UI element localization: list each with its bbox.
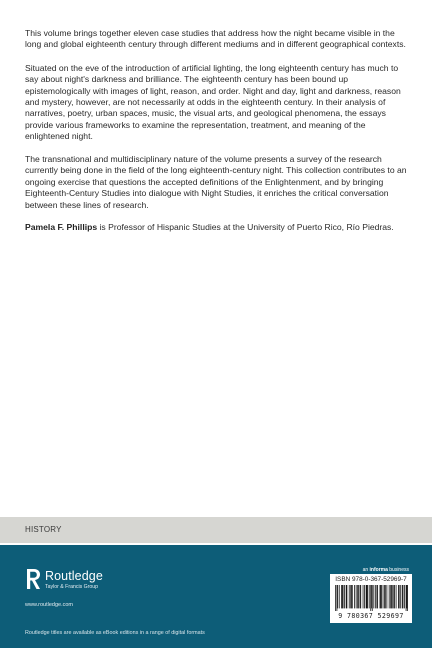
barcode-digits: 9 780367 529697 (338, 612, 404, 620)
informa-suffix: business (387, 567, 409, 573)
barcode-bar (398, 585, 399, 608)
barcode-bar (337, 585, 338, 608)
barcode-bar (347, 585, 348, 608)
barcode-bar (406, 585, 407, 608)
barcode-bar (370, 585, 371, 611)
barcode-bar (394, 585, 395, 608)
barcode-bar (403, 585, 404, 608)
barcode-bar (350, 585, 351, 608)
barcode-bar (360, 585, 361, 608)
barcode-bar (367, 585, 368, 608)
barcode-bar (349, 585, 350, 608)
isbn-label: ISBN 978-0-367-52969-7 (335, 576, 407, 583)
barcode-bar (402, 585, 403, 608)
barcode-bar (360, 585, 361, 608)
barcode-bar (376, 585, 377, 608)
barcode-bar (380, 585, 381, 608)
barcode-bar (393, 585, 394, 608)
blurb-text (25, 28, 411, 245)
barcode-bar (392, 585, 393, 608)
barcode-bar (384, 585, 385, 608)
barcode-bar (343, 585, 344, 608)
barcode-bar (341, 585, 342, 608)
barcode-bar (372, 585, 373, 611)
publisher-logo (25, 568, 145, 598)
barcode-bar (352, 585, 353, 608)
author-bio-text: is Professor of Hispanic Studies at the University of Puerto Rico, Río Piedras. (97, 222, 394, 233)
barcode-bar (346, 585, 347, 608)
barcode-bar (389, 585, 390, 608)
barcode-bar (381, 585, 382, 608)
informa-business-label (341, 567, 409, 573)
publisher-name: Routledge (45, 569, 103, 583)
blurb-paragraph: The transnational and multidisciplinary nature of the volume presents a survey of the research currently being done in the field of the long eighteenth-century night. This collection contributes to an ongoing exercise that questions the accepted definitions of the Enlightenment, and by bringing Eighteenth-Century Studies into dialogue with Night Studies, it enriches the critical conversation between these lines of research. (25, 154, 407, 210)
barcode-bar (383, 585, 384, 608)
barcode-bar (400, 585, 401, 608)
barcode-bar (406, 585, 407, 611)
barcode-bar (351, 585, 352, 608)
author-name: Pamela F. Phillips (25, 222, 98, 233)
barcode-bar (391, 585, 392, 608)
barcode-bar (356, 585, 357, 608)
author-bio (25, 222, 411, 233)
barcode-bar (371, 585, 372, 608)
barcode-bar (342, 585, 343, 608)
barcode-bar (396, 585, 397, 608)
publisher-group: Taylor & Francis Group (45, 584, 99, 590)
informa-prefix: an (362, 567, 370, 573)
barcode-bar (407, 585, 408, 611)
subject-category: HISTORY (25, 525, 62, 534)
barcode-bar (380, 585, 381, 608)
barcode-bar (335, 585, 336, 611)
barcode-bar (375, 585, 376, 608)
barcode-bar (358, 585, 359, 608)
barcode-bar (390, 585, 391, 608)
publisher-website: www.routledge.com (25, 602, 73, 608)
barcode-bar (369, 585, 370, 608)
barcode-bar (377, 585, 378, 608)
barcode-bar (404, 585, 405, 608)
barcode-bar (373, 585, 374, 608)
barcode-bar (354, 585, 355, 608)
barcode-bar (363, 585, 364, 608)
barcode-bar (339, 585, 340, 608)
barcode-icon (335, 585, 408, 611)
barcode-bar (364, 585, 365, 608)
barcode-bar (386, 585, 387, 608)
publisher-footer (0, 545, 432, 648)
barcode-bar (367, 585, 368, 608)
barcode-panel (330, 574, 412, 623)
ebook-note: Routledge titles are available as eBook editions in a range of digital formats (25, 630, 205, 636)
blurb-paragraph: This volume brings together eleven case studies that address how the night became visible in the long and global eighteenth century through different mediums and in different geographical contexts. (25, 28, 406, 50)
subject-band (0, 517, 432, 543)
barcode-bar (337, 585, 338, 611)
informa-brand: informa (369, 567, 388, 573)
barcode-bar (357, 585, 358, 608)
barcode-bar (399, 585, 400, 608)
routledge-r-icon (25, 568, 41, 590)
barcode-bar (385, 585, 386, 608)
blurb-paragraph: Situated on the eve of the introduction of artificial lighting, the long eighteenth century has much to say about night's darkness and brilliance. The eighteenth century has been bound up epistemologically with images of light, reason, and order. Night and day, light and darkness, reason and mystery, however, are not necessarily at odds in the eighteenth century. In their analysis of narratives, poetry, urban spaces, music, the visual arts, and geological phenomena, the essays provide various frameworks to examine the representation, treatment, and meaning of the enlightened night. (25, 62, 401, 142)
barcode-bar (344, 585, 345, 608)
barcode-bar (366, 585, 367, 608)
